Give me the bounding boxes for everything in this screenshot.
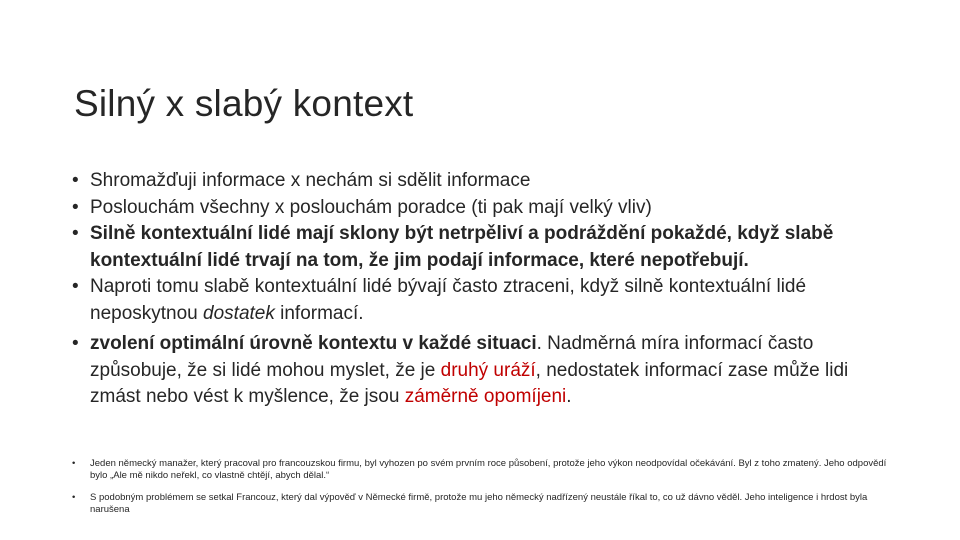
bullet-high-context-text: Silně kontextuální lidé mají sklony být netrpěliví a podráždění pokaždé, když slabě kontextuální lidé trvají na tom, že jim podají informace, které nepotřebují. xyxy=(90,223,834,271)
bullet-gather-info xyxy=(72,168,902,195)
bullet-optimal-context xyxy=(72,331,902,411)
bullet-optimal-red-ignored: záměrně opomíjeni xyxy=(404,386,567,407)
bullet-high-context-impatient xyxy=(72,221,902,274)
bullet-listen xyxy=(72,195,902,222)
bullet-optimal-part3: . xyxy=(566,386,572,407)
bullet-low-context-lost xyxy=(72,274,902,327)
bullet-low-context-part2: informací. xyxy=(274,302,364,324)
bullet-optimal-part1: . Nadměrná míra informací často způsobuje, že si lidé mohou myslet, že je xyxy=(90,333,814,381)
note-german-manager-text: Jeden německý manažer, který pracoval pro francouzskou firmu, byl vyhozen po svém prvním roce působení, protože jeho výkon neodpovídal očekávání. Byl z toho zmatený. Jeho odpovědí bylo „Ale mě nikdo neřekl, co vlastně chtějí, abych dělal.“ xyxy=(90,458,887,481)
example-notes-list xyxy=(72,458,892,516)
bullet-optimal-part2: , nedostatek informací zase může lidi zmást nebo vést k myšlence, že jsou xyxy=(90,359,849,407)
bullet-optimal-red-offend: druhý uráží xyxy=(440,359,536,381)
note-french-employee-text: S podobným problémem se setkal Francouz, který dal výpověď v Německé firmě, protože mu jeho německý nadřízený neustále říkal to, co už dávno věděl. Jeho inteligence i hrdost byla narušena xyxy=(90,492,868,515)
bullet-optimal-bold: zvolení optimální úrovně kontextu v každé situaci xyxy=(90,333,537,354)
slide-title: Silný x slabý kontext xyxy=(74,82,414,124)
note-french-employee xyxy=(72,492,892,516)
bullet-low-context-part1: Naproti tomu slabě kontextuální lidé bývají často ztraceni, když silně kontextuální lidé neposkytnou xyxy=(90,276,807,324)
main-bullet-list xyxy=(72,168,902,411)
bullet-listen-text: Poslouchám všechny x poslouchám poradce (ti pak mají velký vliv) xyxy=(90,196,652,218)
bullet-gather-info-text: Shromažďuji informace x nechám si sdělit informace xyxy=(90,170,531,191)
bullet-low-context-emphasis: dostatek xyxy=(203,302,275,324)
note-german-manager xyxy=(72,458,892,482)
